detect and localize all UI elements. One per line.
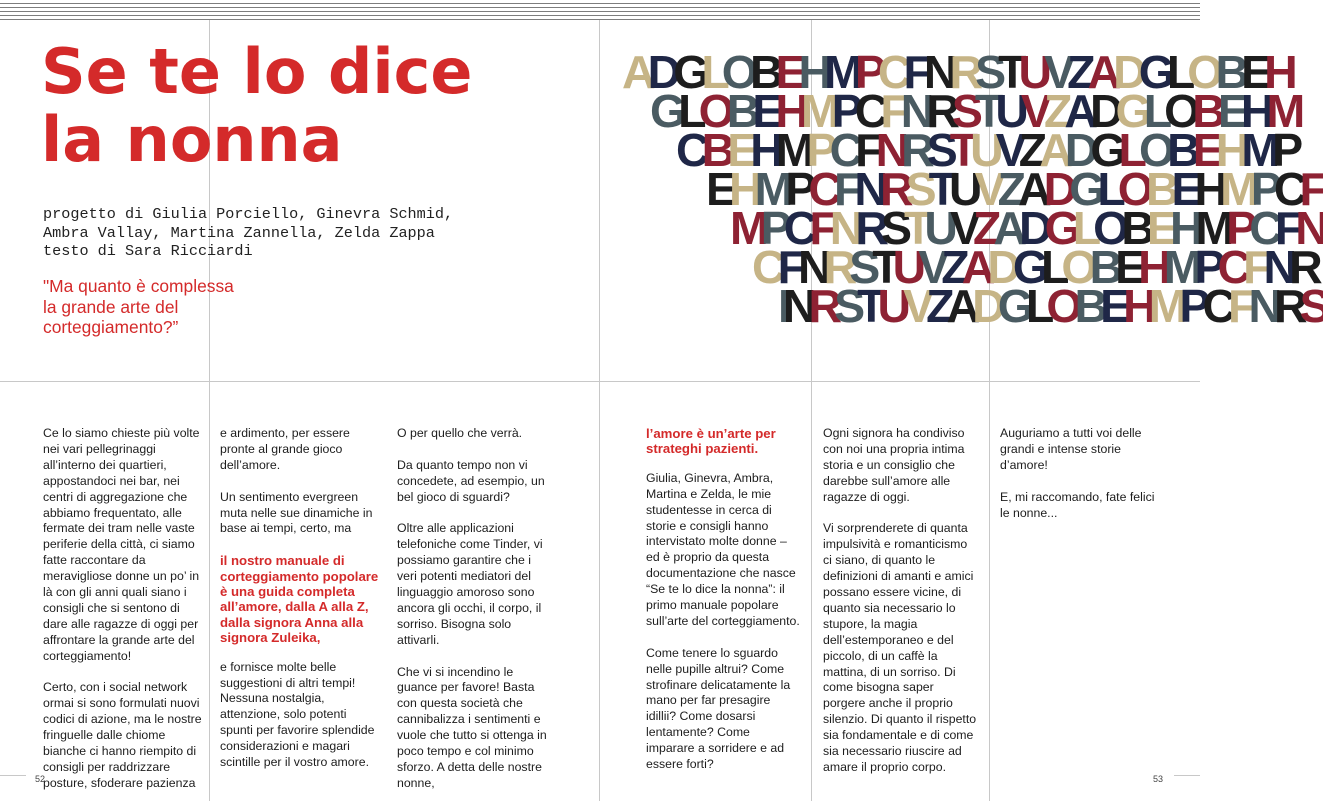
grid-letter: A	[993, 202, 1019, 254]
grid-letter: P	[1226, 202, 1250, 254]
grid-letter: N	[1263, 241, 1290, 293]
grid-letter: Z	[972, 202, 994, 254]
grid-letter: O	[1093, 202, 1122, 254]
grid-letter: R	[808, 280, 835, 332]
grid-letter: A	[1018, 163, 1044, 215]
grid-letter: S	[834, 280, 858, 332]
grid-letter: F	[833, 163, 855, 215]
grid-letter: T	[857, 280, 878, 332]
text-column-6	[1000, 426, 1160, 537]
grid-letter: R	[949, 46, 976, 98]
grid-letter: M	[754, 163, 786, 215]
grid-letter: V	[1044, 46, 1068, 98]
grid-letter: F	[809, 202, 830, 254]
grid-letter: E	[1192, 124, 1216, 176]
title-line-1: Se te lo dice	[41, 35, 473, 108]
grid-letter: Z	[941, 241, 962, 293]
section-divider	[0, 381, 1200, 382]
paragraph: Vi sorprenderete di quanta impulsività e romanticismo ci siano, di quanto le definizioni di amanti e amici possano essere vicine, di quanto sia necessario lo stupore, la magia dell’estemporaneo e del piccolo, di un caffè la mattina, di un sorriso. Di come bisogna saper porgere anche il proprio silenzio. Di quanto il rispetto sia fondamentale e di come sia necessario riuscire ad amare il proprio corpo.	[823, 521, 977, 775]
grid-letter: D	[1064, 124, 1091, 176]
grid-letter: L	[701, 46, 722, 98]
grid-letter: P	[806, 124, 830, 176]
grid-letter: H	[1264, 46, 1290, 98]
grid-letter: T	[872, 241, 893, 293]
grid-letter: L	[1025, 280, 1047, 332]
grid-letter: S	[975, 46, 999, 98]
paragraph: Certo, con i social network ormai si sono formulati nuovi codici di azione, ma le nostre fringuelle dalle chiome bianche ci hanno riempito di consigli per raddrizzare posture, sfoderare pazienza	[43, 680, 202, 790]
text-column-2	[220, 426, 380, 787]
grid-letter: T	[949, 124, 971, 176]
grid-letter: F	[1274, 202, 1296, 254]
grid-letter: G	[1044, 202, 1073, 254]
title-line-2: la nonna	[41, 103, 343, 176]
footer-rule	[1174, 775, 1200, 776]
letter-grid-row	[778, 280, 1323, 332]
grid-letter: M	[730, 202, 761, 254]
grid-letter: F	[1228, 280, 1249, 332]
spine-divider	[599, 20, 600, 801]
grid-letter: P	[785, 163, 809, 215]
grid-letter: M	[775, 124, 807, 176]
grid-letter: L	[1166, 46, 1188, 98]
grid-letter: S	[926, 124, 950, 176]
grid-letter: H	[775, 85, 801, 137]
grid-letter: M	[1163, 241, 1195, 293]
text-column-5	[823, 426, 979, 792]
paragraph: Che vi si incendino le guance per favore! Basta con questa società che cannibalizza i sentimenti e vuole che tutto si ottenga in poco tempo e col minimo sforzo. A detta delle nostre nonne,	[397, 664, 547, 790]
footer-rule	[0, 775, 26, 776]
grid-letter: L	[1040, 241, 1062, 293]
grid-letter: N	[1295, 202, 1321, 254]
grid-letter: U	[948, 163, 975, 215]
grid-letter: G	[1090, 124, 1119, 176]
grid-letter: R	[926, 85, 952, 137]
grid-letter: F	[777, 241, 798, 293]
grid-letter: V	[918, 241, 942, 293]
highlight-paragraph: il nostro manuale di corteggiamento popolare è una guida completa all’amore, dalla A alla Z, dalla signora Anna alla signora Zuleika,	[220, 553, 379, 646]
grid-letter: Z	[926, 280, 947, 332]
highlight-paragraph: l’amore è un’arte per strateghi pazienti.	[646, 426, 776, 457]
grid-letter: A	[1064, 85, 1090, 137]
grid-letter: A	[622, 46, 648, 98]
grid-letter: S	[849, 241, 873, 293]
grid-letter: P	[854, 46, 878, 98]
credits-line-1: progetto di Giulia Porciello, Ginevra Schmid,	[43, 205, 454, 223]
grid-letter: Z	[1043, 85, 1065, 137]
paragraph: Auguriamo a tutti voi delle grandi e intense storie d’amore!	[1000, 426, 1142, 472]
grid-letter: G	[1138, 46, 1167, 98]
grid-letter: M	[1220, 163, 1251, 215]
text-column-4	[646, 426, 800, 789]
grid-letter: N	[900, 85, 927, 137]
grid-letter: F	[880, 85, 901, 137]
grid-letter: D	[1113, 46, 1139, 98]
paragraph: Ce lo siamo chieste più volte nei vari pellegrinaggi all’interno dei quartieri, appostandoci nei bar, nei centri di aggregazione che abbiamo frequentato, alle fermate dei tram nelle vaste periferie della città, ci siamo fatte raccontare da meravigliose donne un po’ in là con gli anni quali siano i consigli che si sentono di dare alle ragazze di oggi per affrontare la grande arte del corteggiamento!	[43, 426, 200, 663]
grid-letter: C	[676, 124, 702, 176]
grid-letter: S	[905, 163, 929, 215]
grid-letter: C	[783, 202, 810, 254]
grid-letter: O	[698, 85, 727, 137]
paragraph: e ardimento, per essere pronte al grande gioco dell’amore.	[220, 426, 350, 472]
grid-letter: E	[727, 124, 751, 176]
grid-letter: V	[995, 124, 1019, 176]
grid-letter: S	[951, 85, 975, 137]
grid-letter: H	[729, 163, 755, 215]
grid-letter: R	[1274, 280, 1300, 332]
grid-letter: H	[1138, 241, 1164, 293]
grid-letter: B	[1089, 241, 1116, 293]
paragraph: Da quanto tempo non vi concedete, ad esempio, un bel gioco di sguardi?	[397, 457, 545, 504]
grid-letter: P	[1179, 280, 1203, 332]
grid-letter: T	[998, 46, 1019, 98]
grid-letter: E	[1115, 241, 1139, 293]
grid-letter: H	[1123, 280, 1149, 332]
grid-letter: C	[854, 85, 881, 137]
grid-letter: M	[1241, 124, 1273, 176]
grid-letter: H	[1215, 124, 1242, 176]
grid-letter: H	[1194, 163, 1221, 215]
grid-letter: M	[1195, 202, 1227, 254]
grid-letter: F	[1243, 241, 1264, 293]
grid-letter: P	[1194, 241, 1218, 293]
grid-letter: D	[647, 46, 674, 98]
grid-letter: E	[1217, 85, 1241, 137]
page-number-left: 52	[35, 774, 46, 784]
grid-letter: Z	[1018, 124, 1040, 176]
grid-letter: G	[1115, 85, 1144, 137]
grid-letter: A	[961, 241, 988, 293]
grid-letter: R	[1289, 241, 1315, 293]
grid-letter: F	[855, 124, 876, 176]
grid-letter: P	[1272, 124, 1296, 176]
grid-letter: A	[946, 280, 973, 332]
page-number-right: 53	[1153, 774, 1164, 784]
grid-letter: C	[808, 163, 834, 215]
grid-letter: C	[877, 46, 904, 98]
grid-letter: B	[1192, 85, 1218, 137]
grid-letter: U	[892, 241, 919, 293]
grid-letter: P	[760, 202, 784, 254]
grid-letter: O	[1138, 124, 1168, 176]
pull-quote: "Ma quanto è complessa la grande arte del corteggiamento?”	[43, 276, 234, 338]
grid-letter: N	[854, 163, 880, 215]
grid-letter: L	[1143, 85, 1165, 137]
grid-letter: B	[726, 85, 753, 137]
grid-letter: N	[1248, 280, 1275, 332]
credits-line-3: testo di Sara Ricciardi	[43, 242, 253, 260]
credits	[43, 205, 453, 261]
grid-letter: C	[1202, 280, 1229, 332]
paragraph: Ogni signora ha condiviso con noi una propria intima storia e un consiglio che darebbe sull’amore alle ragazze di oggi.	[823, 426, 965, 504]
grid-letter: O	[1046, 280, 1075, 332]
grid-letter: B	[1121, 202, 1147, 254]
grid-letter: B	[1215, 46, 1242, 98]
grid-letter: B	[1167, 124, 1193, 176]
grid-letter: L	[1072, 202, 1094, 254]
grid-letter: P	[831, 85, 855, 137]
grid-letter: C	[829, 124, 856, 176]
grid-letter: O	[1164, 85, 1193, 137]
grid-letter: U	[1018, 46, 1045, 98]
grid-letter: P	[1250, 163, 1274, 215]
grid-letter: E	[1171, 163, 1195, 215]
grid-letter: I	[778, 280, 783, 332]
grid-letter: E	[706, 163, 730, 215]
grid-letter: U	[995, 85, 1021, 137]
grid-letter: F	[1299, 163, 1320, 215]
grid-letter: O	[1117, 163, 1146, 215]
text-column-1	[43, 426, 203, 808]
paragraph: Oltre alle applicazioni telefoniche come Tinder, vi possiamo garantire che i veri potenti mediatori del linguaggio amoroso sono ancora gli occhi, il corpo, il sorriso. Bisogna solo attivarli.	[397, 521, 543, 647]
grid-letter: A	[1039, 124, 1065, 176]
grid-letter: Z	[997, 163, 1018, 215]
grid-letter: O	[1187, 46, 1216, 98]
grid-letter: E	[1146, 202, 1170, 254]
grid-letter: U	[970, 124, 996, 176]
credits-line-2: Ambra Vallay, Martina Zannella, Zelda Zappa	[43, 223, 435, 242]
grid-letter: E	[752, 85, 776, 137]
grid-letter: H	[750, 124, 776, 176]
grid-letter: D	[1089, 85, 1116, 137]
grid-letter: D	[1043, 163, 1070, 215]
grid-letter: R	[901, 124, 927, 176]
grid-letter: E	[775, 46, 799, 98]
grid-letter: N	[875, 124, 902, 176]
grid-letter: G	[650, 85, 679, 137]
grid-letter: G	[673, 46, 702, 98]
grid-letter: H	[1240, 85, 1267, 137]
top-stripe-rule	[0, 0, 1200, 20]
grid-letter: T	[974, 85, 996, 137]
grid-letter: V	[903, 280, 927, 332]
grid-letter: O	[1061, 241, 1090, 293]
grid-letter: O	[721, 46, 750, 98]
grid-letter: H	[1169, 202, 1196, 254]
grid-letter: L	[678, 85, 699, 137]
grid-letter: N	[923, 46, 950, 98]
grid-letter: T	[903, 202, 925, 254]
grid-letter: R	[855, 202, 881, 254]
grid-letter: M	[824, 46, 855, 98]
grid-letter: G	[1012, 241, 1041, 293]
grid-letter: T	[928, 163, 949, 215]
grid-letter: E	[1100, 280, 1124, 332]
grid-letter: L	[1118, 124, 1139, 176]
grid-letter: D	[987, 241, 1013, 293]
paragraph: Un sentimento evergreen muta nelle sue dinamiche in base ai tempi, certo, ma	[220, 489, 373, 536]
grid-letter: E	[1241, 46, 1265, 98]
grid-letter: M	[1148, 280, 1180, 332]
grid-letter: N	[798, 241, 824, 293]
grid-letter: G	[1069, 163, 1098, 215]
grid-letter: S	[880, 202, 904, 254]
grid-letter: C	[1217, 241, 1244, 293]
grid-letter: L	[1097, 163, 1118, 215]
paragraph: Giulia, Ginevra, Ambra, Martina e Zelda, le mie studentesse in cerca di storie e consigli hanno intervistato molte donne – ed è proprio da questa documentazione che nasce “Se te lo dice la nonna”: il primo manuale popolare sull’arte del corteggiamento.	[646, 470, 800, 628]
grid-letter: M	[1266, 85, 1298, 137]
paragraph: E, mi raccomando, fate felici le nonne...	[1000, 489, 1155, 520]
grid-letter: R	[879, 163, 906, 215]
paragraph: O per quello che verrà.	[397, 426, 523, 440]
grid-letter: C	[1273, 163, 1300, 215]
grid-letter: C	[752, 241, 778, 293]
paragraph: e fornisce molte belle suggestioni di altri tempi! Nessuna nostalgia, attenzione, solo potenti spunti per favorire splendide considerazioni e magari scintille per il vostro amore.	[220, 659, 375, 770]
grid-letter: D	[972, 280, 998, 332]
grid-letter: U	[924, 202, 950, 254]
grid-letter: D	[1018, 202, 1045, 254]
grid-letter: U	[877, 280, 904, 332]
grid-letter: N	[782, 280, 809, 332]
grid-letter: N	[829, 202, 856, 254]
grid-letter: H	[798, 46, 825, 98]
text-column-3	[397, 426, 554, 808]
grid-letter: V	[1020, 85, 1044, 137]
grid-letter: C	[1249, 202, 1275, 254]
grid-letter: A	[1087, 46, 1114, 98]
grid-letter: G	[997, 280, 1026, 332]
paragraph: Come tenere lo sguardo nelle pupille altrui? Come strofinare delicatamente la mano per far presagire idillii? Come dosarsi lentamente? Come imparare a sorridere e ad essere forti?	[646, 645, 791, 772]
grid-letter: B	[1145, 163, 1172, 215]
grid-letter: V	[974, 163, 998, 215]
grid-letter: B	[749, 46, 776, 98]
article-title	[41, 35, 473, 176]
grid-letter: V	[949, 202, 973, 254]
grid-letter: B	[701, 124, 728, 176]
grid-letter: R	[823, 241, 850, 293]
grid-letter: Z	[1067, 46, 1088, 98]
grid-letter: B	[1074, 280, 1101, 332]
grid-letter: F	[903, 46, 924, 98]
grid-letter: M	[800, 85, 832, 137]
grid-letter: S	[1299, 280, 1323, 332]
